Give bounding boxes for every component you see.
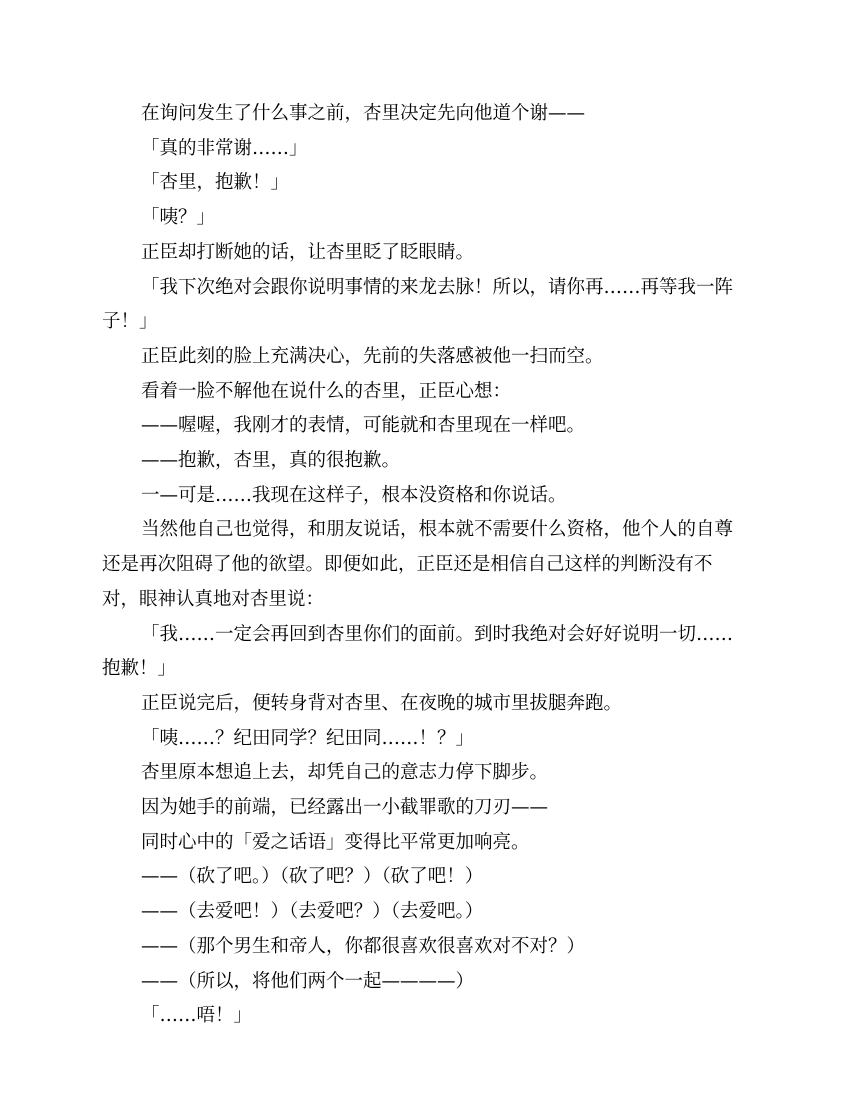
paragraph: 看着一脸不解他在说什么的杏里，正臣心想： xyxy=(141,380,512,402)
paragraph: 正臣此刻的脸上充满决心，先前的失落感被他一扫而空。 xyxy=(141,345,604,367)
paragraph: 正臣却打断她的话，让杏里眨了眨眼睛。 xyxy=(141,241,475,263)
paragraph: 「……唔！」 xyxy=(141,1005,253,1027)
paragraph: 「我下次绝对会跟你说明事情的来龙去脉！所以，请你再……再等我一阵子！」 xyxy=(102,276,734,333)
paragraph: ——（那个男生和帝人，你都很喜欢很喜欢对不对？） xyxy=(141,935,586,957)
paragraph: 在询问发生了什么事之前，杏里决定先向他道个谢—— xyxy=(141,103,586,124)
paragraph: 「真的非常谢……」 xyxy=(141,137,308,159)
paragraph: ——（所以，将他们两个一起————） xyxy=(141,970,475,992)
paragraph: ——抱歉，杏里，真的很抱歉。 xyxy=(141,450,401,472)
paragraph: 「咦……？纪田同学？纪田同……！？」 xyxy=(141,727,475,749)
paragraph: 因为她手的前端，已经露出一小截罪歌的刀刃—— xyxy=(141,797,549,819)
paragraph: 杏里原本想追上去，却凭自己的意志力停下脚步。 xyxy=(141,762,549,784)
paragraph: 一—可是……我现在这样子，根本没资格和你说话。 xyxy=(141,484,567,506)
body-text xyxy=(102,97,747,1034)
paragraph: ——（去爱吧！）（去爱吧？）（去爱吧。） xyxy=(141,901,484,923)
paragraph: 同时心中的「爱之话语」变得比平常更加响亮。 xyxy=(141,831,530,853)
paragraph: ——（砍了吧。）（砍了吧？）（砍了吧！） xyxy=(141,866,484,888)
paragraph: ——喔喔，我刚才的表情，可能就和杏里现在一样吧。 xyxy=(141,415,586,437)
paragraph: 「咦？」 xyxy=(141,207,216,229)
paragraph: 「我……一定会再回到杏里你们的面前。到时我绝对会好好说明一切……抱歉！」 xyxy=(102,623,734,680)
paragraph: 「杏里，抱歉！」 xyxy=(141,172,290,194)
paragraph: 正臣说完后，便转身背对杏里、在夜晚的城市里拔腿奔跑。 xyxy=(141,692,623,714)
paragraph: 当然他自己也觉得，和朋友说话，根本就不需要什么资格，他个人的自尊还是再次阻碍了他的欲望。即便如此，正臣还是相信自己这样的判断没有不对，眼神认真地对杏里说： xyxy=(102,519,734,610)
